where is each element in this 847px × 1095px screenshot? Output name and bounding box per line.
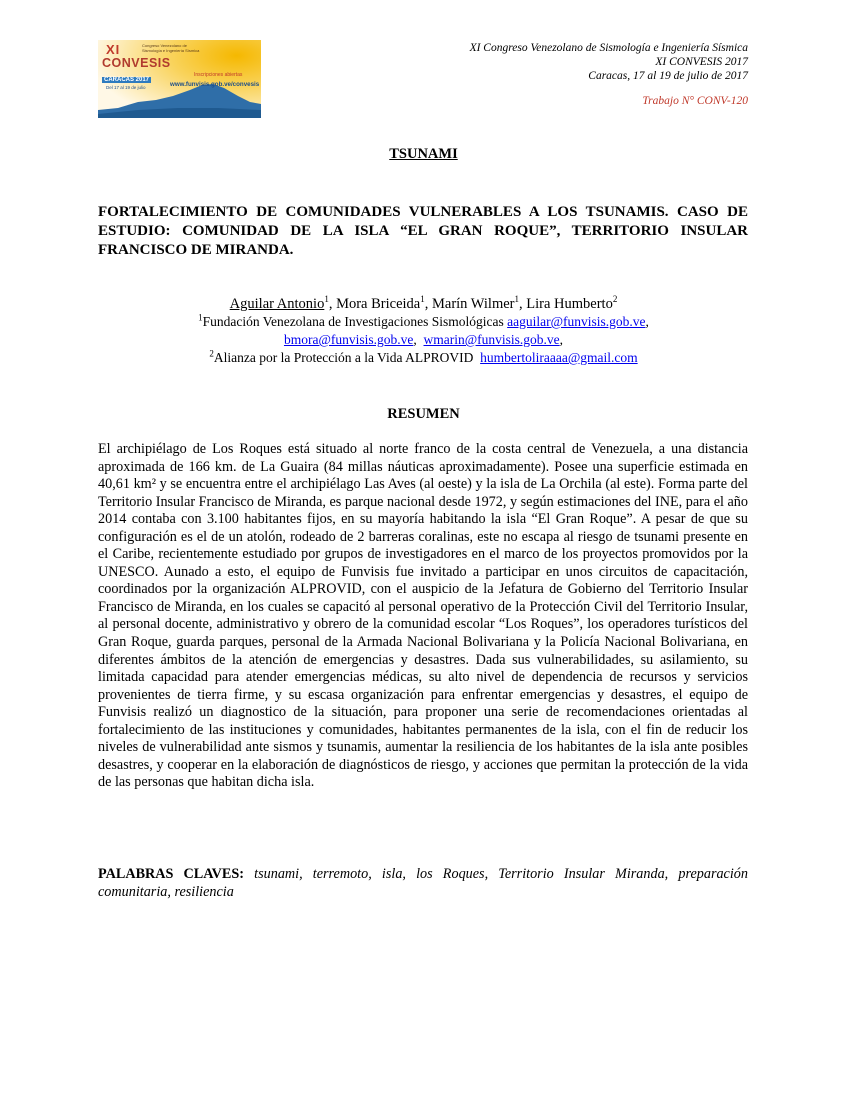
author-affiliation-mark: 1 xyxy=(324,294,329,305)
email-separator: , xyxy=(413,332,424,347)
conference-logo xyxy=(98,40,261,118)
author-affiliation-mark: 1 xyxy=(420,294,425,305)
affiliation-mark: 1 xyxy=(198,312,203,323)
logo-url: www.funvisis.gob.ve/convesis xyxy=(170,81,260,88)
logo-city: CARACAS 2017 xyxy=(104,77,150,83)
email-link[interactable]: aaguilar@funvisis.gob.ve xyxy=(507,314,646,329)
email-link[interactable]: wmarin@funvisis.gob.ve xyxy=(423,332,560,347)
author-name: Mora Briceida xyxy=(336,296,421,312)
logo-dates: Del 17 al 19 de julio xyxy=(106,85,146,90)
logo-inscriptions: Inscripciones abiertas xyxy=(194,72,243,78)
author-list xyxy=(0,295,847,313)
affiliation-mark: 2 xyxy=(209,348,214,359)
logo-tagline: Congreso Venezolano de Sismología e Ingeniería Sísmica xyxy=(142,43,200,53)
affiliation-2 xyxy=(0,349,847,367)
logo-name: CONVESIS xyxy=(102,56,171,70)
logo-edition: XI xyxy=(106,42,121,57)
keywords-text: tsunami, terremoto, isla, los Roques, Territorio Insular Miranda, preparación comunitaria, resiliencia xyxy=(98,866,748,900)
keywords-label: PALABRAS CLAVES: xyxy=(98,866,245,882)
affiliation-1-emails xyxy=(0,331,847,349)
author-block xyxy=(0,295,847,367)
header-place-date: Caracas, 17 al 19 de julio de 2017 xyxy=(588,70,748,82)
affiliation-name: Alianza por la Protección a la Vida ALPROVID xyxy=(213,350,481,365)
author-separator: , xyxy=(328,296,337,312)
paper-title: FORTALECIMIENTO DE COMUNIDADES VULNERABLES A LOS TSUNAMIS. CASO DE ESTUDIO: COMUNIDAD DE LA ISLA “EL GRAN ROQUE”, TERRITORIO INSULAR FRANCISCO DE MIRANDA. xyxy=(98,204,748,258)
affiliation-1 xyxy=(0,313,847,331)
author-separator: , xyxy=(424,296,432,312)
header-conference-name: XI Congreso Venezolano de Sismología e Ingeniería Sísmica xyxy=(469,42,748,54)
abstract-heading: RESUMEN xyxy=(387,406,460,422)
author-name: Aguilar Antonio xyxy=(229,296,325,312)
affiliation-name: Fundación Venezolana de Investigaciones Sismológicas xyxy=(202,314,508,329)
author-name: Marín Wilmer xyxy=(431,296,515,312)
author-separator: , xyxy=(519,296,527,312)
abstract-text: El archipiélago de Los Roques está situado al norte franco de la costa central de Venezuela, a una distancia aproximada de 166 km. de La Guaira (84 millas náuticas aproximadamente). Posee una superficie estimada en 40,61 km² y se encuentra entre el archipiélago Las Aves (al oeste) y la isla de La Orchila (al este). Forma parte del Territorio Insular Francisco de Miranda, es parque nacional desde 1972, y según estimaciones del INE, para el año 2014 contaba con 3.100 habitantes fijos, en su mayoría habitando la isla “El Gran Roque”. A pesar de que su configuración es el de un atolón, rodeado de 2 barreras coralinas, este no escapa al riesgo de tsunami presente en el Caribe, recientemente estudiado por grupos de investigadores en el marco de los proyectos promovidos por la UNESCO. Aunado a esto, el equipo de Funvisis fue invitado a participar en unos circuitos de capacitación, coordinados por la organización ALPROVID, con el auspicio de la Jefatura de Gobierno del Territorio Insular Francisco de Miranda, en los cuales se capacitó al personal operativo de la Protección Civil del Territorio Insular, al personal docente, administrativo y obrero de la comunidad escolar “Los Roques”, los operadores turísticos del Gran Roque, guarda parques, personal de la Armada Nacional Bolivariana y la Policía Nacional Bolivariana, en diferentes ámbitos de la atención de emergencias y desastres. Dada sus vulnerabilidades, su asilamiento, su limitada capacidad para atender emergencias médicas, su alto nivel de dependencia de recursos y servicios provenientes de tierra firme, y su escasa organización para enfrentar emergencias y desastres, el equipo de Funvisis realizó un diagnostico de la situación, para proponer una serie de recomendaciones orientadas al fortalecimiento de las instituciones y comunidades, habitantes permanentes de la isla, con el fin de reducir los niveles de vulnerabilidad ante sismos y tsunamis, aumentar la resiliencia de los habitantes de la isla ante posibles desastres, y cooperar en la elaboración de diagnósticos de riesgo, y acciones que permitan la protección de la vida de las personas que habitan dicha isla. xyxy=(98,441,748,791)
keywords xyxy=(98,866,748,901)
header-edition: XI CONVESIS 2017 xyxy=(655,56,748,68)
email-separator: , xyxy=(559,332,564,347)
author-name: Lira Humberto xyxy=(526,296,613,312)
section-heading: TSUNAMI xyxy=(389,146,458,162)
email-separator: , xyxy=(645,314,649,329)
email-link[interactable]: humbertoliraaaa@gmail.com xyxy=(480,350,638,365)
author-affiliation-mark: 2 xyxy=(612,294,618,305)
email-link[interactable]: bmora@funvisis.gob.ve xyxy=(283,332,414,347)
conference-header xyxy=(470,41,748,108)
header-paper-number: Trabajo N° CONV-120 xyxy=(642,95,748,107)
author-affiliation-mark: 1 xyxy=(514,294,519,305)
